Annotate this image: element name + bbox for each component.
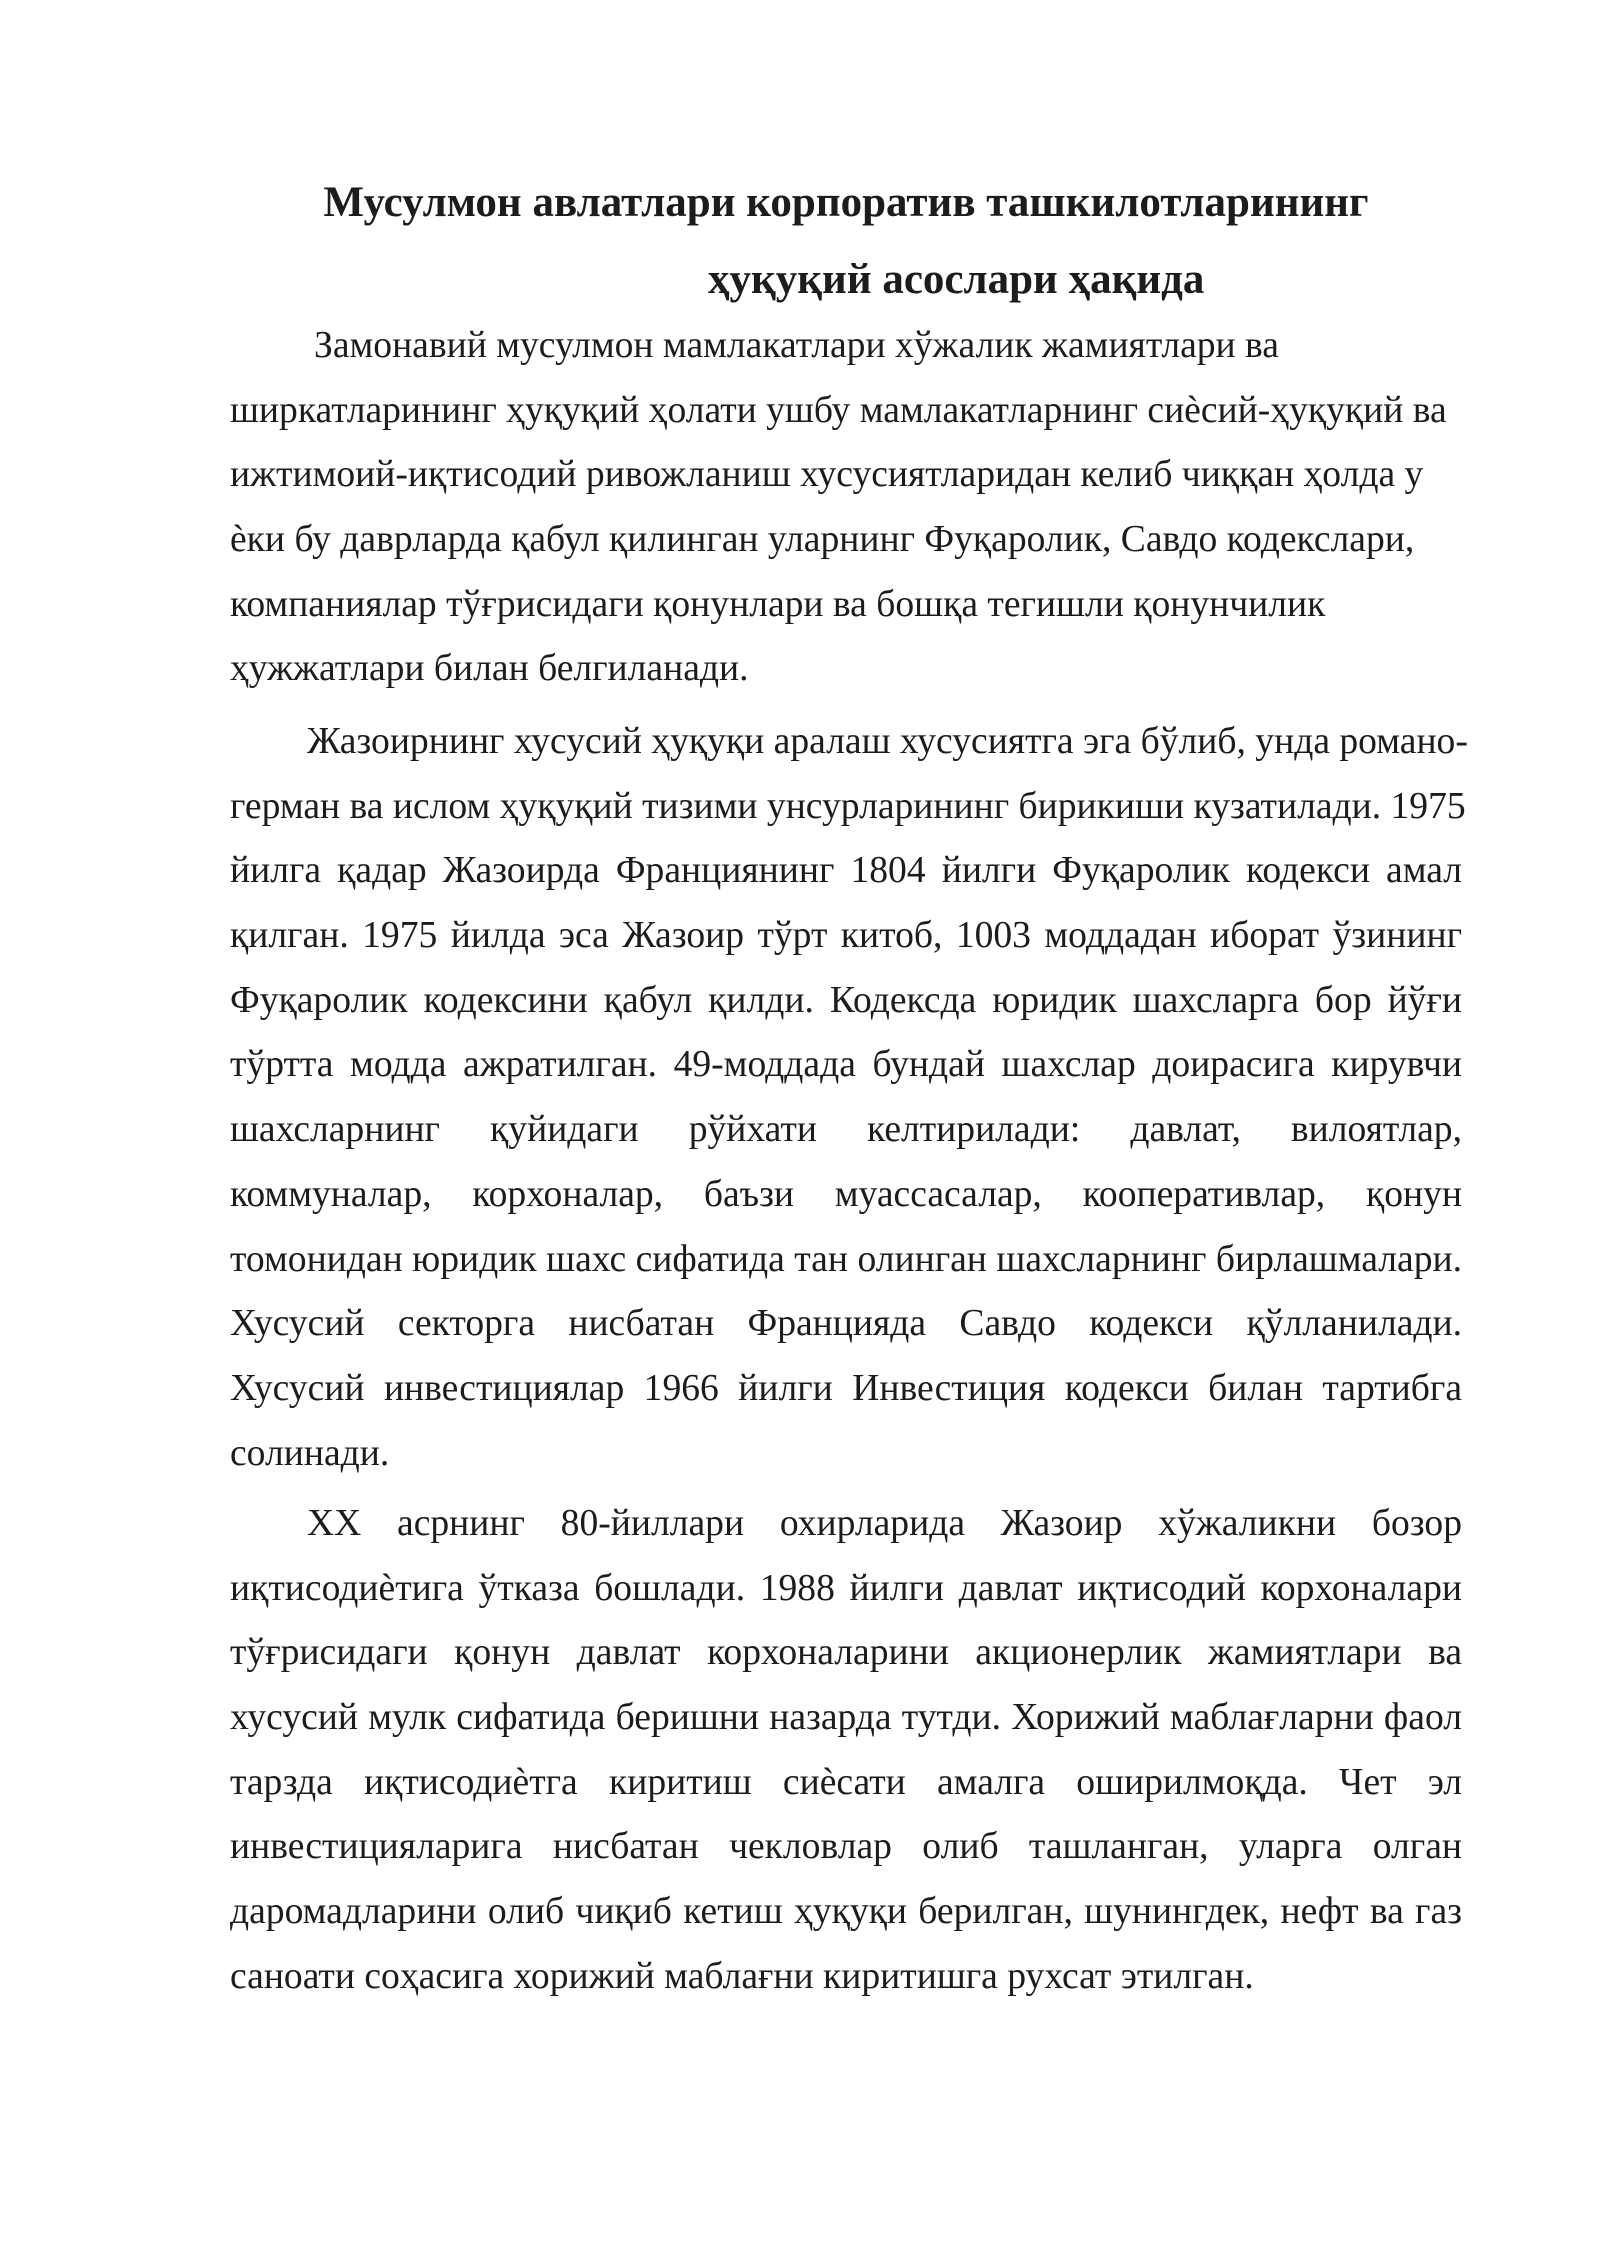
paragraph (230, 1492, 1462, 2010)
paragraph-line: шахсларнинг қуйидаги рўйхати келтирилади: давлат, вилоятлар, (230, 1109, 1462, 1151)
paragraph-line: Замонавий мусулмон мамлакатлари хўжалик жамиятлари ва (314, 325, 1279, 366)
paragraph-line: томонидан юридик шахс сифатида тан олинган шахсларнинг бирлашмалари. (230, 1238, 1462, 1280)
paragraph-line: йилга қадар Жазоирда Франциянинг 1804 йилги Фуқаролик кодекси амал (230, 850, 1462, 892)
paragraph-line: саноати соҳасига хорижий маблағни киритишга рухсат этилган. (230, 1955, 1254, 1997)
paragraph-line: қилган. 1975 йилда эса Жазоир тўрт китоб, 1003 моддадан иборат ўзининг (230, 915, 1462, 957)
paragraph-line: хусусий мулк сифатида беришни назарда тутди. Хорижий маблағларни фаол (230, 1697, 1462, 1739)
paragraph-line: Хусусий инвестициялар 1966 йилги Инвестиция кодекси билан тартибга (230, 1367, 1462, 1409)
paragraph-line: компаниялар тўғрисидаги қонунлари ва бошқа тегишли қонунчилик (230, 583, 1326, 625)
document-title-line: Мусулмон авлатлари корпоратив ташкилотларининг (323, 179, 1369, 226)
paragraph-line: ижтимоий-иқтисодий ривожланиш хусусиятларидан келиб чиққан ҳолда у (230, 454, 1424, 496)
paragraph-line: ХХ асрнинг 80-йиллари охирларида Жазоир хўжаликни бозор (307, 1503, 1462, 1544)
paragraph-line: иқтисодиѐтига ўтказа бошлади. 1988 йилги давлат иқтисодий корхоналари (230, 1567, 1462, 1609)
paragraph-line: ҳужжатлари билан белгиланади. (230, 648, 749, 690)
document-title-line: ҳуқуқий асослари ҳақида (708, 256, 1205, 303)
paragraph-line: Фуқаролик кодексини қабул қилди. Кодексда юридик шахсларга бор йўғи (230, 979, 1462, 1021)
paragraph-line: солинади. (230, 1432, 390, 1474)
paragraph-line: ѐки бу даврларда қабул қилинган уларнинг Фуқаролик, Савдо кодекслари, (230, 519, 1415, 561)
paragraph-line: тўртта модда ажратилган. 49-моддада бундай шахслар доирасига кирувчи (230, 1044, 1462, 1086)
paragraph-line: тўғрисидаги қонун давлат корхоналарини акционерлик жамиятлари ва (230, 1632, 1462, 1674)
paragraph (230, 314, 1462, 702)
paragraph-line: Хусусий секторга нисбатан Францияда Савдо кодекси қўлланилади. (230, 1303, 1462, 1345)
paragraph (230, 710, 1468, 1486)
paragraph-line: тарзда иқтисодиѐтга киритиш сиѐсати амалга оширилмоқда. Чет эл (230, 1761, 1462, 1803)
paragraph-line: Жазоирнинг хусусий ҳуқуқи аралаш хусусиятга эга бўлиб, унда романо- (307, 721, 1468, 762)
paragraph-line: коммуналар, корхоналар, баъзи муассасалар, кооперативлар, қонун (230, 1173, 1462, 1215)
paragraph-line: ширкатларининг ҳуқуқий ҳолати ушбу мамлакатларнинг сиѐсий-ҳуқуқий ва (230, 389, 1447, 431)
paragraph-line: инвестицияларига нисбатан чекловлар олиб ташланган, уларга олган (230, 1826, 1462, 1868)
paragraph-line: герман ва ислом ҳуқуқий тизими унсурларининг бирикиши кузатилади. 1975 (230, 785, 1466, 827)
paragraph-line: даромадларини олиб чиқиб кетиш ҳуқуқи берилган, шунингдек, нефт ва газ (230, 1891, 1462, 1933)
